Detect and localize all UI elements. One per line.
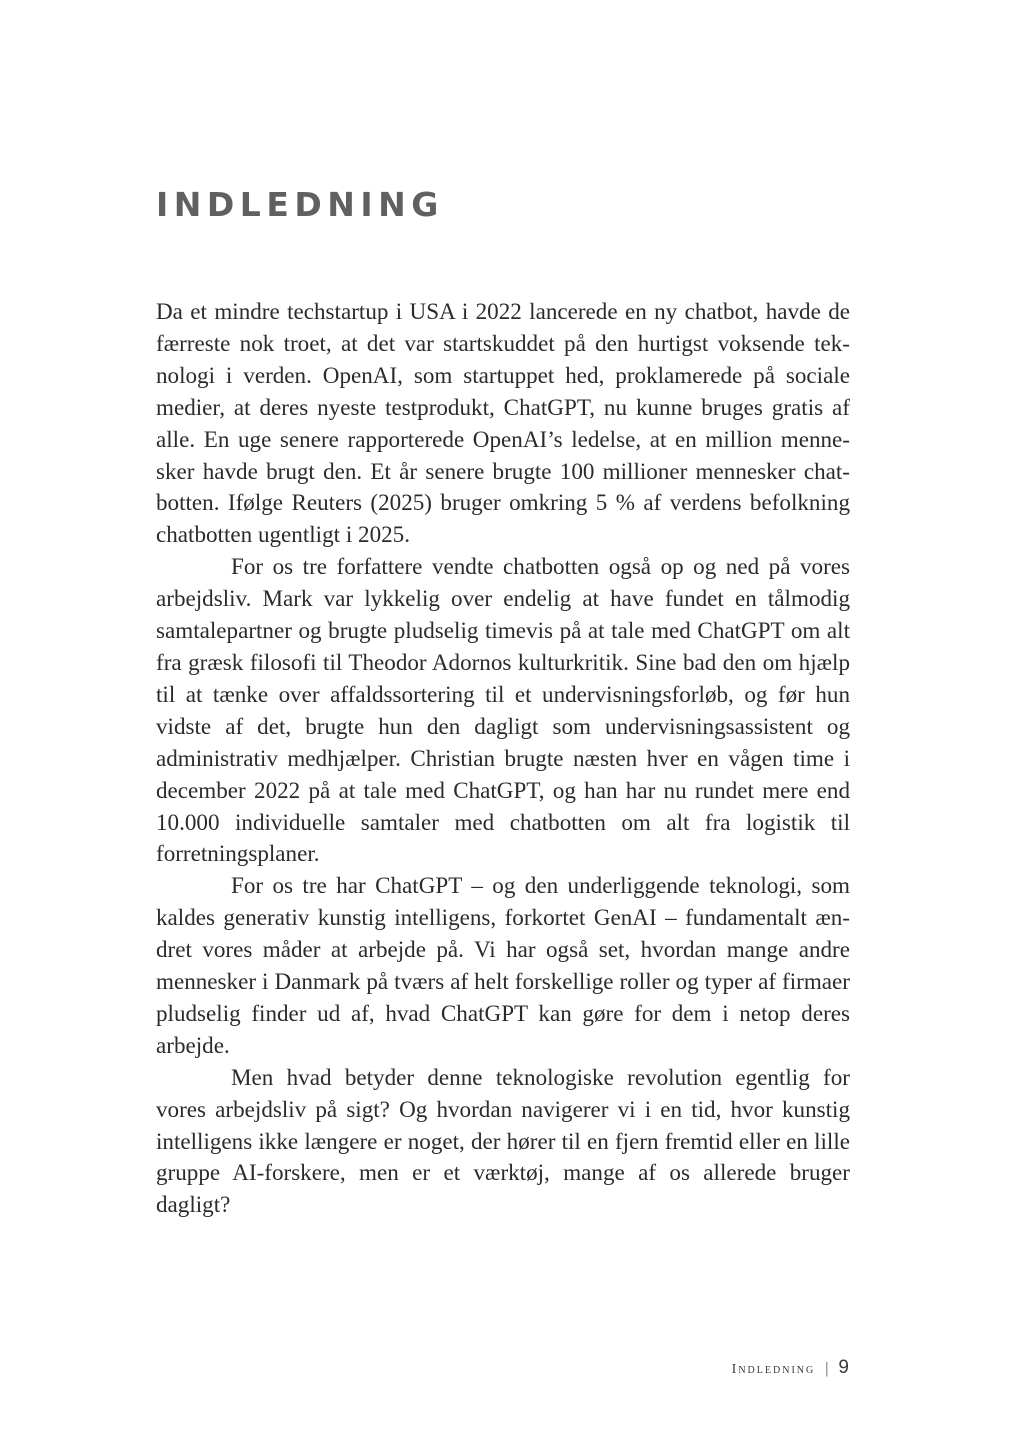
footer-separator: | — [825, 1360, 829, 1377]
chapter-title: INDLEDNING — [156, 185, 444, 224]
paragraph: Men hvad betyder denne teknologiske revolution egentlig for vores arbejdsliv på sigt? Og hvordan navigerer vi i en tid, hvor kunstig intelligens ikke længere er noget, der hører til en fjern fremtid eller en lille gruppe AI-forskere, men er et værktøj, mange af os allerede bruger dagligt? — [156, 1063, 850, 1218]
body-text — [156, 296, 850, 1221]
running-head: Indledning — [731, 1362, 816, 1377]
paragraph: Da et mindre techstartup i USA i 2022 lancerede en ny chatbot, havde de færreste nok troet, at det var startskuddet på den hurtigst voksende teknologi i verden. OpenAI, som startuppet hed, proklamerede på sociale medier, at deres nyeste testprodukt, ChatGPT, nu kunne bruges gratis af alle. En uge senere rapporterede OpenAI’s ledelse, at en million mennesker havde brugt den. Et år senere brugte 100 millioner mennesker chatbotten. Ifølge Reuters (2025) bruger omkring 5 % af verdens befolkning chatbotten ugentligt i 2025. — [156, 298, 850, 548]
page-number: 9 — [838, 1357, 849, 1378]
paragraph: For os tre forfattere vendte chatbotten også op og ned på vores arbejdsliv. Mark var lykkelig over endelig at have fundet en tålmodig samtalepartner og brugte pludselig timevis på at tale med ChatGPT om alt fra græsk filosofi til Theodor Adornos kulturkritik. Sine bad den om hjælp til at tænke over affaldssortering til et undervisningsforløb, og før hun vidste af det, brugte hun den dagligt som undervisningsassistent og administrativ medhjælper. Christian brugte næsten hver en vågen time i december 2022 på at tale med ChatGPT, og han har nu rundet mere end 10.000 individuelle samtaler med chatbotten om alt fra logistik til forretningsplaner. — [156, 553, 850, 867]
page-footer — [732, 1357, 849, 1379]
paragraph: For os tre har ChatGPT – og den underliggende teknologi, som kaldes generativ kunstig intelligens, forkortet GenAI – fundamentalt ændret vores måder at arbejde på. Vi har også set, hvordan mange andre mennesker i Danmark på tværs af helt forskellige roller og typer af firmaer pludselig finder ud af, hvad ChatGPT kan gøre for dem i netop deres arbejde. — [156, 872, 850, 1058]
